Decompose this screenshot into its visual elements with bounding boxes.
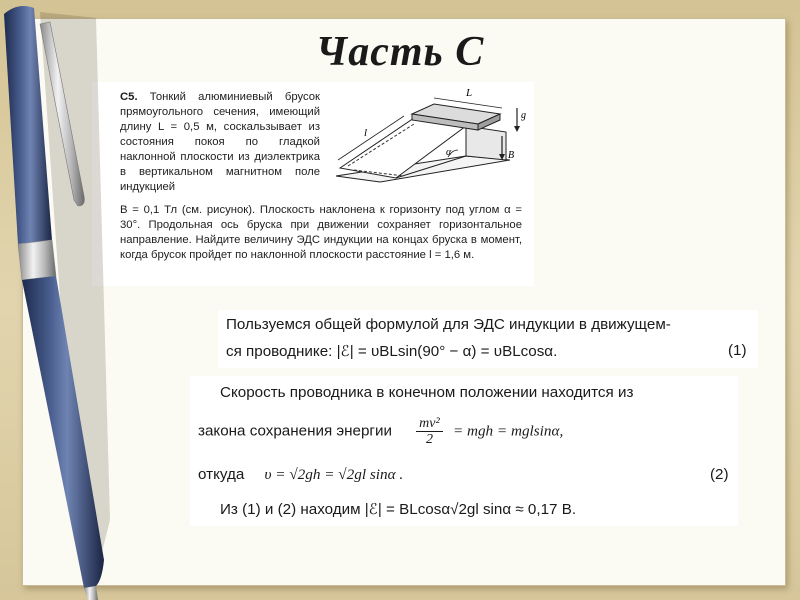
- solution-line-6: Из (1) и (2) находим |ℰ| = BLcosα√2gl sinα ≈ 0,17 В.: [220, 501, 577, 518]
- velocity-formula: υ = √2gh = √2gl sinα .: [264, 466, 404, 483]
- task-box: [92, 82, 534, 286]
- fraction-denominator: 2: [425, 432, 433, 447]
- solution-box-1: [218, 310, 758, 368]
- solution-line-4-suffix: = mgh = mglsinα,: [452, 422, 564, 440]
- task-text-bottom: B = 0,1 Тл (см. рисунок). Плоскость наклонена к горизонту под углом α = 30°. Продольная ось бруска при движении сохраняет горизонтальное направление. Найдите величину ЭДС индукции на концах бруска в момент, когда брусок пройдет по наклонной плоскости расстояние l = 1,6 м.: [120, 204, 522, 261]
- task-number: С5.: [120, 91, 138, 103]
- kinetic-energy-fraction: [416, 416, 443, 447]
- label-alpha: α: [446, 147, 452, 158]
- label-g: g: [521, 110, 526, 121]
- incline-figure: [330, 84, 530, 202]
- solution-line-4-prefix: закона сохранения энергии: [198, 422, 392, 440]
- solution-line-5: [198, 466, 403, 484]
- solution-line-1: Пользуемся общей формулой для ЭДС индукции в движущем-: [226, 316, 671, 333]
- label-L: L: [466, 87, 473, 99]
- equation-number-1: (1): [728, 342, 747, 359]
- slide-title: Часть С: [315, 29, 485, 75]
- pen-tip: [84, 586, 98, 600]
- task-text-top-body: Тонкий алюминиевый брусок прямоугольного сечения, имеющий длину L = 0,5 м, соскальзывает из состояния покоя по гладкой наклонной плоскости из диэлектрика в вертикальном магнитном поле индукцией: [120, 91, 320, 193]
- task-text-top: [120, 90, 320, 195]
- equation-number-2: (2): [710, 466, 729, 483]
- solution-line-4: [198, 416, 563, 447]
- pen-illustration: [0, 0, 130, 600]
- label-l: l: [364, 127, 368, 139]
- label-B: B: [508, 150, 515, 161]
- fraction-numerator: mv²: [416, 416, 443, 432]
- solution-line-5-prefix: откуда: [198, 466, 245, 483]
- solution-line-2: ся проводнике: |ℰ| = υBLsin(90° − α) = υBLcosα.: [226, 343, 558, 360]
- solution-box-2: [190, 376, 738, 526]
- solution-line-3: Скорость проводника в конечном положении находится из: [220, 384, 634, 401]
- pen-ring: [18, 240, 56, 280]
